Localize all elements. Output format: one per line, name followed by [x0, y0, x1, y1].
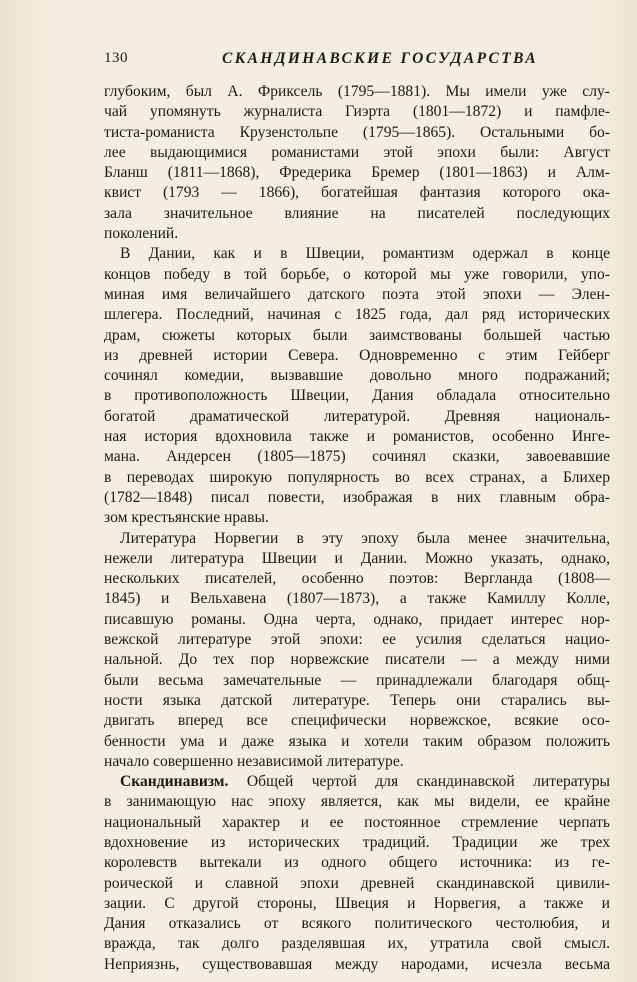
page-number: 130 — [104, 50, 128, 66]
text-line: вдохновение из исторических традиций. Традиции же трех — [104, 833, 610, 851]
text-line: вежской литературе этой эпохи: ее усилия сделаться нацио- — [104, 631, 610, 649]
text-line: из древней истории Севера. Одновременно с этим Гейберг — [104, 346, 610, 364]
text-line: в переводах широкую популярность во всех странах, а Блихер — [104, 468, 610, 486]
text-line: лее выдающимися романистами этой эпохи были: Август — [104, 143, 610, 161]
text-line: (1782—1848) писал повести, изображая в них главным обра- — [104, 488, 610, 506]
text-line: шлегера. Последний, начиная с 1825 года, дал ряд исторических — [104, 306, 610, 324]
text-line: зала значительное влияние на писателей последующих — [104, 204, 610, 222]
text-line: чай упомянуть журналиста Гиэрта (1801—1872) и памфле- — [104, 103, 610, 121]
text-line: 1845) и Вельхавена (1807—1873), а также Камиллу Колле, — [104, 590, 610, 608]
text-line: глубоким, был А. Фриксель (1795—1881). Мы имели уже слу- — [104, 83, 610, 100]
text-line — [104, 772, 610, 792]
text-line: Неприязнь, существовавшая между народами, исчезла весьма — [104, 955, 610, 973]
running-title: СКАНДИНАВСКИЕ ГОСУДАРСТВА — [222, 50, 538, 67]
page-header — [104, 50, 608, 72]
paragraph-2 — [104, 244, 610, 528]
text-line: писавшую романы. Одна черта, однако, придает интерес нор- — [104, 610, 610, 628]
text-line: драм, сюжеты которых были заимствованы большей частью — [104, 326, 610, 344]
text-line: квист (1793 — 1866), богатейшая фантазия которого ока- — [104, 184, 610, 202]
text-line: мана. Андерсен (1805—1875) сочинял сказки, завоевавшие — [104, 448, 610, 466]
text-line: нальной. До тех пор норвежские писатели — а между ними — [104, 651, 610, 669]
text-line: зации. С другой стороны, Швеция и Норвегия, а также и — [104, 894, 610, 912]
text-line: миная имя величайшего датского поэта этой эпохи — Элен- — [104, 285, 610, 303]
text-line-rest: Общей чертой для скандинавской литературы — [228, 773, 610, 791]
text-line: королевств вытекали из одного общего источника: из ге- — [104, 854, 610, 872]
text-line: Дания отказались от всякого политического честолюбия, и — [104, 915, 610, 933]
text-line: двигать вперед все специфически норвежское, всякие осо- — [104, 712, 610, 730]
text-line: бенности ума и даже языка и хотели таким образом положить — [104, 732, 610, 750]
text-line: национальный характер и ее постоянное стремление черпать — [104, 813, 610, 831]
text-line: нежели литература Швеции и Дании. Можно указать, однако, — [104, 549, 610, 567]
paragraph-3 — [104, 529, 610, 773]
body-text — [104, 82, 610, 975]
text-line: были весьма замечательные — принадлежали благодаря общ- — [104, 671, 610, 689]
text-line: тиста-романиста Крузенстольпе (1795—1865). Остальными бо- — [104, 123, 610, 141]
text-line: в занимающую нас эпоху является, как мы видели, ее крайне — [104, 793, 610, 811]
text-line: концов победу в той борьбе, о которой мы уже говорили, упо- — [104, 265, 610, 283]
text-line: нескольких писателей, особенно поэтов: Вергланда (1808— — [104, 570, 610, 588]
text-line: роической и славной эпохи древней скандинавской цивили- — [104, 874, 610, 892]
section-heading: Скандинавизм. — [120, 773, 229, 791]
text-line: ная история вдохновила также и романистов, особенно Ингe- — [104, 428, 610, 446]
text-line: в противоположность Швеции, Дания обладала относительно — [104, 387, 610, 405]
text-line: богатой драматической литературой. Древняя националь- — [104, 407, 610, 425]
text-line: Бланш (1811—1868), Фредерика Бремер (1801—1863) и Алм- — [104, 164, 610, 182]
text-line: поколений. — [104, 225, 179, 243]
text-line: вражда, так долго разделявшая их, утратила свой смысл. — [104, 935, 610, 953]
text-line: зом крестьянские нравы. — [104, 509, 269, 527]
text-line: Литература Норвегии в эту эпоху была менее значительна, — [120, 529, 610, 547]
text-line: ности языка датской литературе. Теперь они старались вы- — [104, 691, 610, 709]
text-line: сочинял комедии, вызвавшие довольно много подражаний; — [104, 367, 610, 385]
text-line: начало совершенно независимой литературе. — [104, 752, 404, 770]
paragraph-4 — [104, 772, 610, 975]
text-line: В Дании, как и в Швеции, романтизм одержал в конце — [120, 245, 610, 263]
paragraph-1 — [104, 82, 610, 244]
